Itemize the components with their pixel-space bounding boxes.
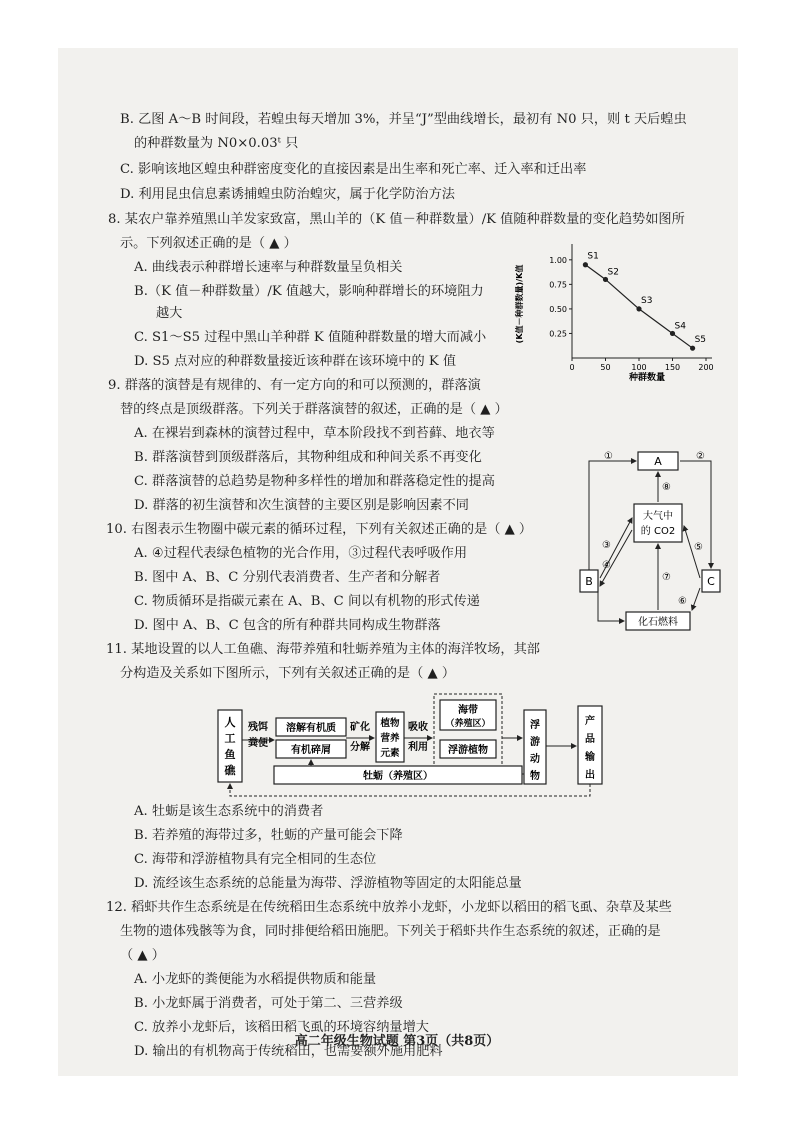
q12-option-b: B. 小龙虾属于消费者，可处于第二、三营养级 xyxy=(134,996,403,1011)
point-label-s2: S2 xyxy=(607,267,619,278)
q9-option-d: D. 群落的初生演替和次生演替的主要区别是影响因素不同 xyxy=(134,498,469,513)
point-label-s3: S3 xyxy=(641,295,653,306)
y-tick-label: 0.50 xyxy=(549,304,567,314)
q10-stem: 10. 右图表示生物圈中碳元素的循环过程，下列有关叙述正确的是（ ▲ ） xyxy=(106,522,533,537)
q8-option-a: A. 曲线表示种群增长速率与种群数量呈负相关 xyxy=(134,260,403,275)
q10-option-b: B. 图中 A、B、C 分别代表消费者、生产者和分解者 xyxy=(134,570,441,585)
co2-line1: 大气中 xyxy=(643,511,673,522)
q8-option-b-line1: B.（K 值－种群数量）/K 值越大，影响种群增长的环境阻力 xyxy=(134,284,484,299)
y-tick-label: 0.75 xyxy=(549,280,567,290)
label-kelp: 海带 xyxy=(458,705,478,716)
prod-char-3: 输 xyxy=(585,752,595,763)
q9-option-b: B. 群落演替到顶级群落后，其物种组成和种间关系不再变化 xyxy=(134,450,482,465)
ocean-ranch-diagram xyxy=(216,690,636,802)
reef-char-2: 工 xyxy=(224,732,236,745)
q7-option-b-line1: B. 乙图 A～B 时间段，若蝗虫每天增加 3%，并呈“J”型曲线增长，最初有 N0 只，则 t 天后蝗虫 xyxy=(120,112,687,127)
label-mineralize: 矿化 xyxy=(350,722,370,733)
zoo-char-4: 物 xyxy=(530,771,540,782)
q8-option-d: D. S5 点对应的种群数量接近该种群在该环境中的 K 值 xyxy=(134,354,457,369)
x-tick-label: 100 xyxy=(631,363,647,372)
label-kelp-area: （养殖区） xyxy=(445,719,491,729)
q12-stem-line3: （ ▲ ） xyxy=(120,948,165,963)
y-tick-label: 0.25 xyxy=(549,329,567,339)
dashed-return-loop xyxy=(230,784,590,796)
q11-stem-line1: 11. 某地设置的以人工鱼礁、海带养殖和牡蛎养殖为主体的海洋牧场，其部 xyxy=(106,642,540,657)
label-decompose: 分解 xyxy=(350,742,370,753)
q7-option-c: C. 影响该地区蝗虫种群密度变化的直接因素是出生率和死亡率、迁入率和迁出率 xyxy=(120,162,587,177)
box-a-label: A xyxy=(654,455,662,468)
x-tick-label: 150 xyxy=(664,363,681,372)
y-tick-label: 1.00 xyxy=(549,255,567,265)
label-6: ⑥ xyxy=(678,596,687,607)
q11-stem-line2: 分构造及关系如下图所示，下列有关叙述正确的是（ ▲ ） xyxy=(120,666,456,681)
label-detritus: 有机碎屑 xyxy=(291,745,331,756)
label-feces: 粪便 xyxy=(248,738,268,749)
label-bait: 残饵 xyxy=(248,722,268,733)
q7-option-d: D. 利用昆虫信息素诱捕蝗虫防治蝗灾，属于化学防治方法 xyxy=(120,187,455,202)
q9-option-a: A. 在裸岩到森林的演替过程中，草本阶段找不到苔藓、地衣等 xyxy=(134,426,495,441)
q12-option-c: C. 放养小龙虾后，该稻田稻飞虱的环境容纳量增大 xyxy=(134,1020,429,1035)
q8-stem-line1: 8. 某农户靠养殖黑山羊发家致富，黑山羊的（K 值－种群数量）/K 值随种群数量的变化趋势如图所 xyxy=(108,212,685,227)
zoo-char-3: 动 xyxy=(530,754,540,765)
label-5: ⑤ xyxy=(694,542,703,553)
zoo-char-1: 浮 xyxy=(530,720,540,731)
q11-option-c: C. 海带和浮游植物具有完全相同的生态位 xyxy=(134,852,377,867)
label-3: ③ xyxy=(602,540,611,551)
page-footer: 高二年级生物试题 第3页（共8页） xyxy=(294,1034,500,1049)
label-phytoplankton: 浮游植物 xyxy=(448,745,488,756)
box-b-label: B xyxy=(585,575,593,588)
x-tick-label: 50 xyxy=(600,363,611,372)
q12-stem-line2: 生物的遗体残骸等为食，同时排便给稻田施肥。下列关于稻虾共作生态系统的叙述，正确的是 xyxy=(120,924,661,939)
q8-stem-line2: 示。下列叙述正确的是（ ▲ ） xyxy=(120,236,297,251)
zoo-char-2: 游 xyxy=(530,737,540,748)
arrow-4 xyxy=(600,530,632,586)
q8-option-c: C. S1～S5 过程中黑山羊种群 K 值随种群数量的增大而减小 xyxy=(134,330,487,345)
reef-char-4: 礁 xyxy=(224,764,236,777)
label-utilize: 利用 xyxy=(408,742,428,753)
data-point-s1 xyxy=(583,262,588,267)
nutrients-line2: 营养 xyxy=(380,733,400,744)
label-absorb: 吸收 xyxy=(408,722,428,733)
q9-stem-line2: 替的终点是顶级群落。下列关于群落演替的叙述，正确的是（ ▲ ） xyxy=(120,402,508,417)
data-point-s5 xyxy=(690,346,695,351)
data-point-s2 xyxy=(603,277,608,282)
label-2: ② xyxy=(696,451,705,462)
carbon-cycle-diagram xyxy=(576,446,726,636)
q12-stem-line1: 12. 稻虾共作生态系统是在传统稻田生态系统中放养小龙虾，小龙虾以稻田的稻飞虱、杂草及某些 xyxy=(106,900,672,915)
data-point-s3 xyxy=(636,306,641,311)
label-4: ④ xyxy=(602,560,611,571)
y-axis-label: (K值－种群数量)/K值 xyxy=(515,264,524,344)
arrow-b-fossil xyxy=(598,592,624,621)
exam-page xyxy=(58,48,738,1076)
point-label-s4: S4 xyxy=(674,321,686,332)
arrow-6 xyxy=(692,588,700,610)
x-tick-label: 200 xyxy=(698,363,714,372)
label-7: ⑦ xyxy=(662,572,671,583)
x-tick-label: 0 xyxy=(569,363,575,372)
q9-option-c: C. 群落演替的总趋势是物种多样性的增加和群落稳定性的提高 xyxy=(134,474,495,489)
point-label-s1: S1 xyxy=(587,251,599,262)
prod-char-2: 品 xyxy=(585,734,595,745)
q9-stem-line1: 9. 群落的演替是有规律的、有一定方向的和可以预测的，群落演 xyxy=(108,378,481,393)
reef-char-1: 人 xyxy=(224,716,236,729)
q11-option-d: D. 流经该生态系统的总能量为海带、浮游植物等固定的太阳能总量 xyxy=(134,876,522,891)
label-8: ⑧ xyxy=(662,482,671,493)
label-dissolved-om: 溶解有机质 xyxy=(286,723,336,734)
label-1: ① xyxy=(604,451,613,462)
nutrients-line3: 元素 xyxy=(380,748,400,759)
data-point-s4 xyxy=(670,331,675,336)
q11-option-b: B. 若养殖的海带过多，牡蛎的产量可能会下降 xyxy=(134,828,403,843)
co2-line2: 的 CO2 xyxy=(640,526,676,537)
q8-option-b-line2: 越大 xyxy=(156,306,183,321)
fossil-fuel-label: 化石燃料 xyxy=(638,617,678,628)
q12-option-d: D. 输出的有机物高于传统稻田，也需要额外施用肥料 xyxy=(134,1044,443,1059)
reef-char-3: 鱼 xyxy=(224,748,236,761)
prod-char-1: 产 xyxy=(585,716,595,727)
q10-option-c: C. 物质循环是指碳元素在 A、B、C 间以有机物的形式传递 xyxy=(134,594,480,609)
x-axis-label: 种群数量 xyxy=(628,373,666,383)
q11-option-a: A. 牡蛎是该生态系统中的消费者 xyxy=(134,804,324,819)
point-label-s5: S5 xyxy=(694,335,707,346)
box-c-label: C xyxy=(707,575,715,588)
nutrients-line1: 植物 xyxy=(380,718,400,729)
q12-option-a: A. 小龙虾的粪便能为水稻提供物质和能量 xyxy=(134,972,377,987)
label-oyster: 牡蛎（养殖区） xyxy=(363,771,433,782)
q10-option-d: D. 图中 A、B、C 包含的所有种群共同构成生物群落 xyxy=(134,618,441,633)
q7-option-b-line2: 的种群数量为 N0×0.03ᵗ 只 xyxy=(134,136,299,151)
prod-char-4: 出 xyxy=(585,770,595,781)
q10-option-a: A. ④过程代表绿色植物的光合作用，③过程代表呼吸作用 xyxy=(134,546,468,561)
q8-line-chart xyxy=(510,234,730,384)
